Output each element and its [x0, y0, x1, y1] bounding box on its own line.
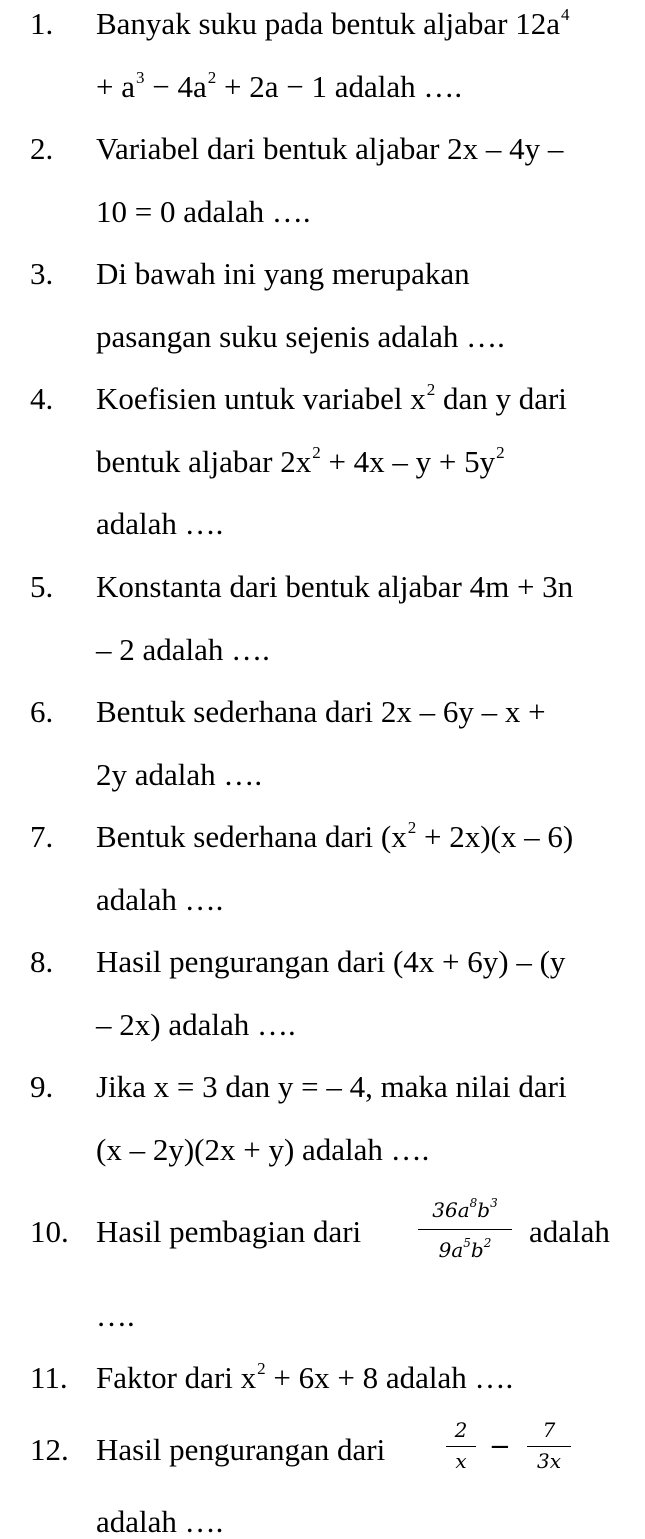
question-line: bentuk aljabar $2x^2 + 4x - y + 5y^2$	[96, 443, 505, 479]
question-number: 12.	[30, 1432, 69, 1467]
superscript: 2	[496, 443, 505, 462]
question-number: 5.	[30, 569, 54, 604]
question-line: Variabel dari bentuk aljabar 2x – 4y –	[96, 131, 564, 166]
question-line: 10 = 0 adalah ….	[96, 194, 311, 229]
question-line: Faktor dari $x^2 + 6x + 8$ adalah ….	[96, 1359, 514, 1395]
question-number: 8.	[30, 944, 54, 979]
superscript: 2	[257, 1359, 266, 1378]
question-line: Hasil pembagian dari	[96, 1214, 362, 1249]
question-line: Jika x = 3 dan y = – 4, maka nilai dari	[96, 1069, 567, 1104]
fraction-numerator: 7	[542, 1418, 556, 1442]
fraction	[418, 1192, 512, 1272]
question-line: Bentuk sederhana dari 2x – 6y – x +	[96, 694, 546, 729]
fraction-bar	[527, 1446, 571, 1447]
fraction-numerator: $36a^8b^3$	[432, 1196, 498, 1222]
superscript: 2	[483, 1236, 492, 1250]
superscript: 2	[407, 818, 417, 837]
superscript: 8	[469, 1196, 478, 1210]
question-line: adalah ….	[96, 1504, 224, 1539]
question-line: + $a^3 - 4a^2 + 2a - 1$ adalah ….	[96, 68, 463, 104]
minus-operator: −	[489, 1432, 511, 1462]
question-line: Bentuk sederhana dari $(x^2 + 2x)(x - 6)$	[96, 818, 574, 854]
fraction-denominator: $9a^5b^2$	[438, 1236, 492, 1262]
question-line: adalah ….	[96, 882, 224, 917]
fraction	[446, 1420, 476, 1480]
superscript: 2	[426, 380, 436, 399]
question-line: (x – 2y)(2x + y) adalah ….	[96, 1132, 430, 1167]
superscript: 2	[207, 68, 217, 87]
question-number: 7.	[30, 819, 54, 854]
question-line: adalah ….	[96, 506, 224, 541]
question-number: 11.	[30, 1360, 68, 1395]
question-line: Hasil pengurangan dari (4x + 6y) – (y	[96, 944, 566, 979]
question-line: Di bawah ini yang merupakan	[96, 256, 470, 291]
question-number: 10.	[30, 1214, 69, 1249]
question-line: – 2 adalah ….	[96, 632, 270, 667]
question-line: 2y adalah ….	[96, 757, 263, 792]
question-number: 2.	[30, 131, 54, 166]
fraction-numerator: 2	[454, 1418, 468, 1442]
superscript: 2	[312, 443, 321, 462]
question-number: 9.	[30, 1069, 54, 1104]
question-number: 1.	[30, 6, 54, 41]
question-number: 4.	[30, 381, 54, 416]
question-line: Banyak suku pada bentuk aljabar $12a^4$	[96, 5, 570, 41]
fraction-denominator: 3x	[536, 1449, 561, 1473]
superscript: 4	[561, 5, 570, 24]
question-number: 6.	[30, 694, 54, 729]
fraction	[527, 1420, 571, 1480]
question-number: 3.	[30, 256, 54, 291]
fraction-bar	[418, 1229, 512, 1230]
question-line: ….	[96, 1298, 135, 1333]
question-line: – 2x) adalah ….	[96, 1007, 296, 1042]
question-line: pasangan suku sejenis adalah ….	[96, 319, 505, 354]
question-line: Konstanta dari bentuk aljabar 4m + 3n	[96, 569, 574, 604]
fraction-bar	[446, 1446, 476, 1447]
superscript: 5	[463, 1236, 471, 1250]
fraction-denominator: x	[455, 1449, 467, 1473]
superscript: 3	[136, 68, 145, 87]
superscript: 3	[490, 1196, 498, 1210]
question-line: Koefisien untuk variabel $x^2$ dan y dari	[96, 380, 567, 416]
question-line: Hasil pengurangan dari	[96, 1432, 386, 1467]
question-suffix: adalah	[529, 1214, 610, 1249]
